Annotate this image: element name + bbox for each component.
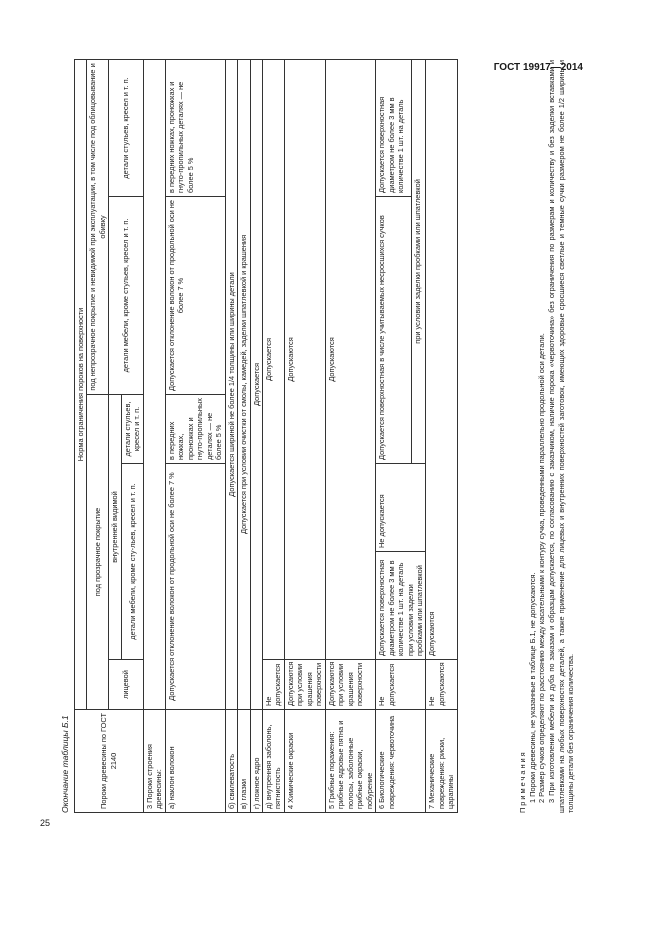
header-inner-visible: внутренней видимой <box>109 395 121 660</box>
table-row <box>325 59 375 812</box>
row-label: б) свилеватость <box>225 710 237 813</box>
row-cell: Допускается шириной не более 1/4 толщины или ширины детали <box>225 59 237 709</box>
row-cell: при условии заделки пробками или шпатлевкой <box>412 59 426 463</box>
header-defect: Пороки древесины по ГОСТ 2140 <box>75 710 144 813</box>
row-cell: Допускается <box>250 59 262 709</box>
table-row <box>376 59 412 812</box>
table-row <box>165 59 225 812</box>
row-cell: в передних ножках, проножках и гнуто-пропильных деталях — не более 5 % <box>165 59 225 196</box>
note-3: 3 При изготовлении мебели из дуба по заказам и образцам допускается, по согласованию с заказчиком, наличие порока «червоточина» без ограничения по размерам и количеству и без заделки вставками и шпатлевками на любых поверхностях деталей, а также применение для лицевых и внутренних поверхностей заготовок, имеющих здоровые сросшиеся светлые и темные сучки размером не более 1/2 ширины и толщины детали без ограничения количества. <box>546 60 576 813</box>
table-row <box>426 59 457 812</box>
row-cell: Не допускается <box>376 660 426 710</box>
row-cell: Допускается при условии очистки от смолы, камедей, заделки шпатлевкой и крашения <box>238 59 250 709</box>
row-cell: Не допускается <box>262 660 284 710</box>
row-cell: Допускается отклонение волокон от продольной оси не более 7 % <box>165 197 225 395</box>
row-cell: в передних ножках, проножках и гнуто-пропильных деталях — не более 5 % <box>165 395 225 464</box>
row-cell: Допускаются <box>426 59 457 659</box>
table-continuation-caption: Окончание таблицы Б.1 <box>60 715 70 813</box>
row-label: 6 Биологические повреждения: червоточина <box>376 710 426 813</box>
table-row <box>238 59 250 812</box>
row-label: г) ложное ядро <box>250 710 262 813</box>
row-cell: Допускается поверхностная в числе учитываемых несросшихся сучков <box>376 197 412 464</box>
row-label: 4 Химические окраски <box>284 710 325 813</box>
row-label: д) внутренняя заболонь, пятнистость <box>262 710 284 813</box>
table-row <box>284 59 325 812</box>
row-label: 3 Пороки строения древесины: <box>143 710 165 813</box>
row-label: 5 Грибные поражения: грибные ядровые пятна и полосы, заболонные грибные окраски, побурение <box>325 710 375 813</box>
row-label: а) наклон волокон <box>165 710 225 813</box>
row-cell: Допускаются <box>325 59 375 659</box>
rotated-page-content <box>60 60 601 813</box>
header-row-1 <box>75 59 87 812</box>
row-cell: Не допускаются <box>426 660 457 710</box>
table-row <box>262 59 284 812</box>
notes <box>518 60 576 813</box>
header-chairs-opaque: детали стульев, кресел и т. п. <box>109 59 143 196</box>
page-number: 25 <box>40 818 51 828</box>
table-row <box>225 59 237 812</box>
header-furniture-transparent: детали мебели, кроме сту-льев, кресел и т. п. <box>121 464 143 660</box>
empty-cell <box>143 59 165 709</box>
header-opaque: под непрозрачное покрытие и невидимой при эксплуатации, в том числе под облицовывание и обивку <box>87 59 109 394</box>
header-row-3 <box>109 59 121 812</box>
row-cell: Допускаются <box>284 59 325 659</box>
row-cell: Допускается поверхностная диаметром не более 3 мм в количестве 1 шт. на деталь при условии заделки пробками или шпатлевкой <box>376 552 426 660</box>
row-cell: Допускается поверхностная диаметром не более 3 мм в количестве 1 шт. на деталь <box>376 59 412 196</box>
note-2: 2 Размер сучков определяют по расстоянию между касательными к контуру сучка, проведенными параллельно продольной оси детали. <box>537 333 547 803</box>
row-cell: Допускается отклонение волокон от продольной оси не более 7 % <box>165 464 225 710</box>
table-row <box>143 59 165 812</box>
header-face: лицевой <box>109 660 143 710</box>
row-cell: Допускаются при условии крашения поверхности <box>325 660 375 710</box>
table-row <box>250 59 262 812</box>
header-chairs-transparent: детали стульев, кресел и т. п. <box>121 395 143 464</box>
row-cell: Не допускается <box>376 464 426 552</box>
notes-title: Примечания <box>518 750 527 813</box>
row-cell: Допускаются при условии крашения поверхности <box>284 660 325 710</box>
note-1: 1 Пороки древесины, не указанные в таблице Б.1, не допускаются. <box>527 572 537 803</box>
header-transparent: под прозрачное покрытие <box>87 395 109 710</box>
row-label: в) глазки <box>238 710 250 813</box>
row-cell: Допускается <box>262 59 284 659</box>
header-row-2 <box>87 59 109 812</box>
header-norm: Норма ограничения пороков на поверхности <box>75 59 87 709</box>
row-label: 7 Механические повреждения: риски, царапины <box>426 710 457 813</box>
defects-table <box>74 59 458 813</box>
standard-number: ГОСТ 19917—2014 <box>493 62 583 73</box>
header-furniture-opaque: детали мебели, кроме стульев, кресел и т. п. <box>109 197 143 395</box>
